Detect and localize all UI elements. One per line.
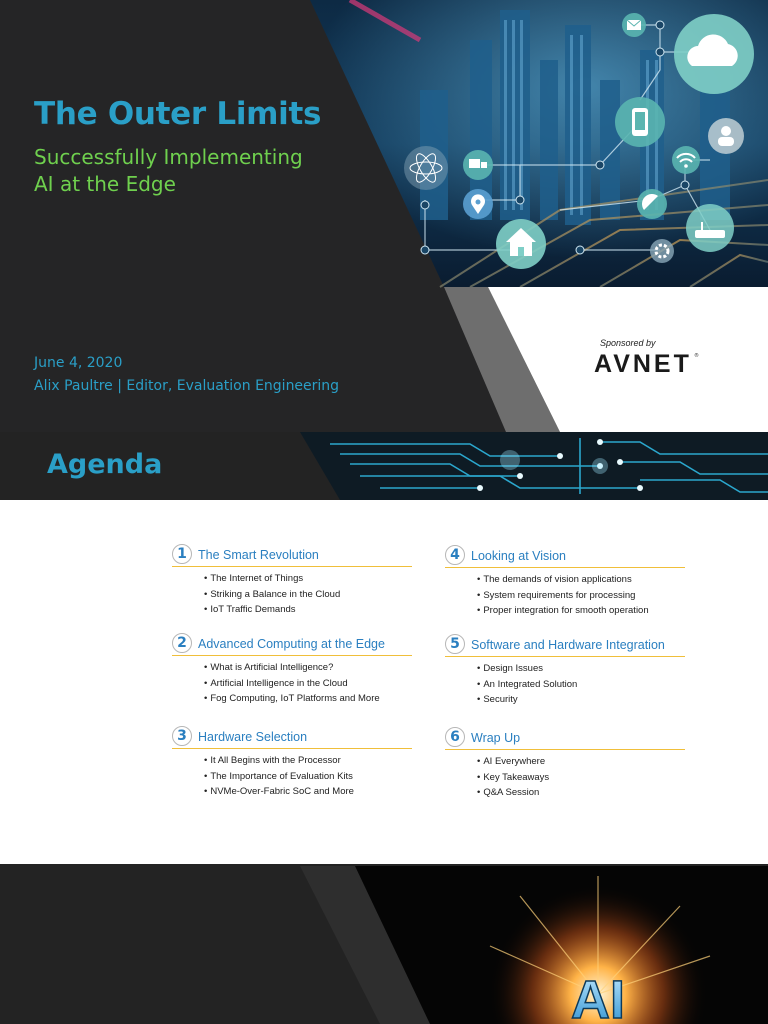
- gear-icon: [650, 239, 674, 263]
- agenda-section-4: [445, 544, 685, 619]
- list-item: • System requirements for processing: [477, 588, 685, 604]
- agenda-section-1: [172, 543, 412, 618]
- list-item: • IoT Traffic Demands: [204, 602, 412, 618]
- agenda-section-5: [445, 633, 685, 708]
- presentation-date: June 4, 2020: [34, 355, 123, 371]
- wifi-icon: [672, 146, 700, 174]
- section-title: The Smart Revolution: [198, 547, 319, 562]
- list-item: • Fog Computing, IoT Platforms and More: [204, 691, 412, 707]
- section-title: Looking at Vision: [471, 548, 566, 563]
- agenda-section-6: [445, 726, 685, 801]
- people-icon: [708, 118, 744, 154]
- section-title: Hardware Selection: [198, 729, 308, 744]
- agenda-section-2: [172, 632, 412, 707]
- subtitle-line-2: AI at the Edge: [34, 172, 176, 196]
- ai-slide-preview: [0, 866, 768, 1024]
- section-header: [172, 632, 412, 656]
- list-item: • Key Takeaways: [477, 770, 685, 786]
- section-number-badge: 6: [445, 727, 465, 747]
- ai-burst-graphic: [0, 866, 768, 1024]
- satellite-dish-icon: [637, 189, 667, 219]
- subtitle-line-1: Successfully Implementing: [34, 145, 303, 169]
- list-item: • Design Issues: [477, 661, 685, 677]
- section-title: Software and Hardware Integration: [471, 637, 665, 652]
- section-items: [445, 572, 685, 619]
- phone-icon: [615, 97, 665, 147]
- section-header: [172, 725, 412, 749]
- agenda-title: Agenda: [47, 449, 163, 480]
- list-item: • Proper integration for smooth operation: [477, 603, 685, 619]
- section-number-badge: 2: [172, 633, 192, 653]
- truck-icon: [463, 150, 493, 180]
- section-items: [445, 754, 685, 801]
- section-items: [445, 661, 685, 708]
- slide-title: The Outer Limits: [34, 96, 322, 132]
- list-item: • Security: [477, 692, 685, 708]
- list-item: • The demands of vision applications: [477, 572, 685, 588]
- cover-slide: [0, 0, 768, 432]
- list-item: • It All Begins with the Processor: [204, 753, 412, 769]
- list-item: • NVMe-Over-Fabric SoC and More: [204, 784, 412, 800]
- sponsor-label: Sponsored by: [600, 338, 656, 348]
- agenda-header-bar: [0, 432, 768, 500]
- section-items: [172, 660, 412, 707]
- section-number-badge: 1: [172, 544, 192, 564]
- agenda-section-3: [172, 725, 412, 800]
- section-title: Advanced Computing at the Edge: [198, 636, 385, 651]
- list-item: • AI Everywhere: [477, 754, 685, 770]
- section-header: [445, 633, 685, 657]
- section-number-badge: 5: [445, 634, 465, 654]
- atom-icon: [404, 146, 448, 190]
- avnet-logo: AVNET: [594, 350, 692, 378]
- section-header: [172, 543, 412, 567]
- trademark-mark: ®: [694, 353, 699, 359]
- list-item: • Q&A Session: [477, 785, 685, 801]
- section-header: [445, 544, 685, 568]
- section-items: [172, 571, 412, 618]
- list-item: • Striking a Balance in the Cloud: [204, 587, 412, 603]
- agenda-slide: [0, 432, 768, 864]
- mail-icon: [622, 13, 646, 37]
- ai-label: AI: [571, 970, 625, 1024]
- list-item: • An Integrated Solution: [477, 677, 685, 693]
- slide-subtitle: [34, 144, 354, 198]
- cloud-icon: [674, 14, 754, 94]
- section-number-badge: 4: [445, 545, 465, 565]
- section-title: Wrap Up: [471, 730, 521, 745]
- list-item: • What is Artificial Intelligence?: [204, 660, 412, 676]
- list-item: • Artificial Intelligence in the Cloud: [204, 676, 412, 692]
- home-icon: [496, 219, 546, 269]
- section-header: [445, 726, 685, 750]
- section-number-badge: 3: [172, 726, 192, 746]
- list-item: • The Internet of Things: [204, 571, 412, 587]
- presenter-byline: Alix Paultre | Editor, Evaluation Engineering: [34, 378, 340, 394]
- list-item: • The Importance of Evaluation Kits: [204, 769, 412, 785]
- location-pin-icon: [463, 189, 493, 219]
- section-items: [172, 753, 412, 800]
- router-icon: [686, 204, 734, 252]
